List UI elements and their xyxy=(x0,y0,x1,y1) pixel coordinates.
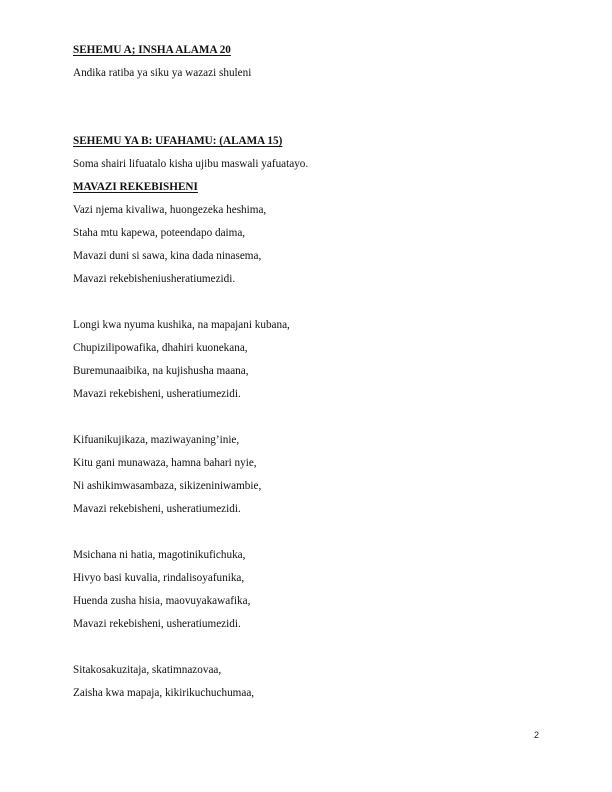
poem-line: Kitu gani munawaza, hamna bahari nyie, xyxy=(73,457,257,469)
poem-line: Vazi njema kivaliwa, huongezeka heshima, xyxy=(73,204,267,216)
poem-line: Msichana ni hatia, magotinikufichuka, xyxy=(73,549,246,561)
poem-line: Staha mtu kapewa, poteendapo daima, xyxy=(73,227,246,239)
poem-line: Mavazi rekebisheni, usheratiumezidi. xyxy=(73,503,241,515)
page-number: 2 xyxy=(534,730,540,740)
section-b-heading: SEHEMU YA B: UFAHAMU: (ALAMA 15) xyxy=(73,135,283,147)
poem-line: Kifuanikujikaza, maziwayaning’inie, xyxy=(73,434,240,446)
section-a-heading: SEHEMU A; INSHA ALAMA 20 xyxy=(73,44,231,56)
poem-line: Mavazi duni si sawa, kina dada ninasema, xyxy=(73,250,262,262)
poem-line: Mavazi rekebisheni, usheratiumezidi. xyxy=(73,618,241,630)
poem-line: Longi kwa nyuma kushika, na mapajani kubana, xyxy=(73,319,290,331)
poem-line: Mavazi rekebisheniusheratiumezidi. xyxy=(73,273,236,285)
poem-line: Zaisha kwa mapaja, kikirikuchuchumaa, xyxy=(73,687,255,699)
section-b-instruction: Soma shairi lifuatalo kisha ujibu maswali yafuatayo. xyxy=(73,158,309,170)
section-a-instruction: Andika ratiba ya siku ya wazazi shuleni xyxy=(73,67,252,79)
poem-line: Chupizilipowafika, dhahiri kuonekana, xyxy=(73,342,248,354)
poem-line: Buremunaaibika, na kujishusha maana, xyxy=(73,365,249,377)
poem-line: Huenda zusha hisia, maovuyakawafika, xyxy=(73,595,251,607)
poem-title: MAVAZI REKEBISHENI xyxy=(73,181,198,193)
poem-line: Hivyo basi kuvalia, rindalisoyafunika, xyxy=(73,572,245,584)
poem-line: Sitakosakuzitaja, skatimnazovaa, xyxy=(73,664,222,676)
poem-line: Ni ashikimwasambaza, sikizeniniwambie, xyxy=(73,480,262,492)
poem-line: Mavazi rekebisheni, usheratiumezidi. xyxy=(73,388,241,400)
